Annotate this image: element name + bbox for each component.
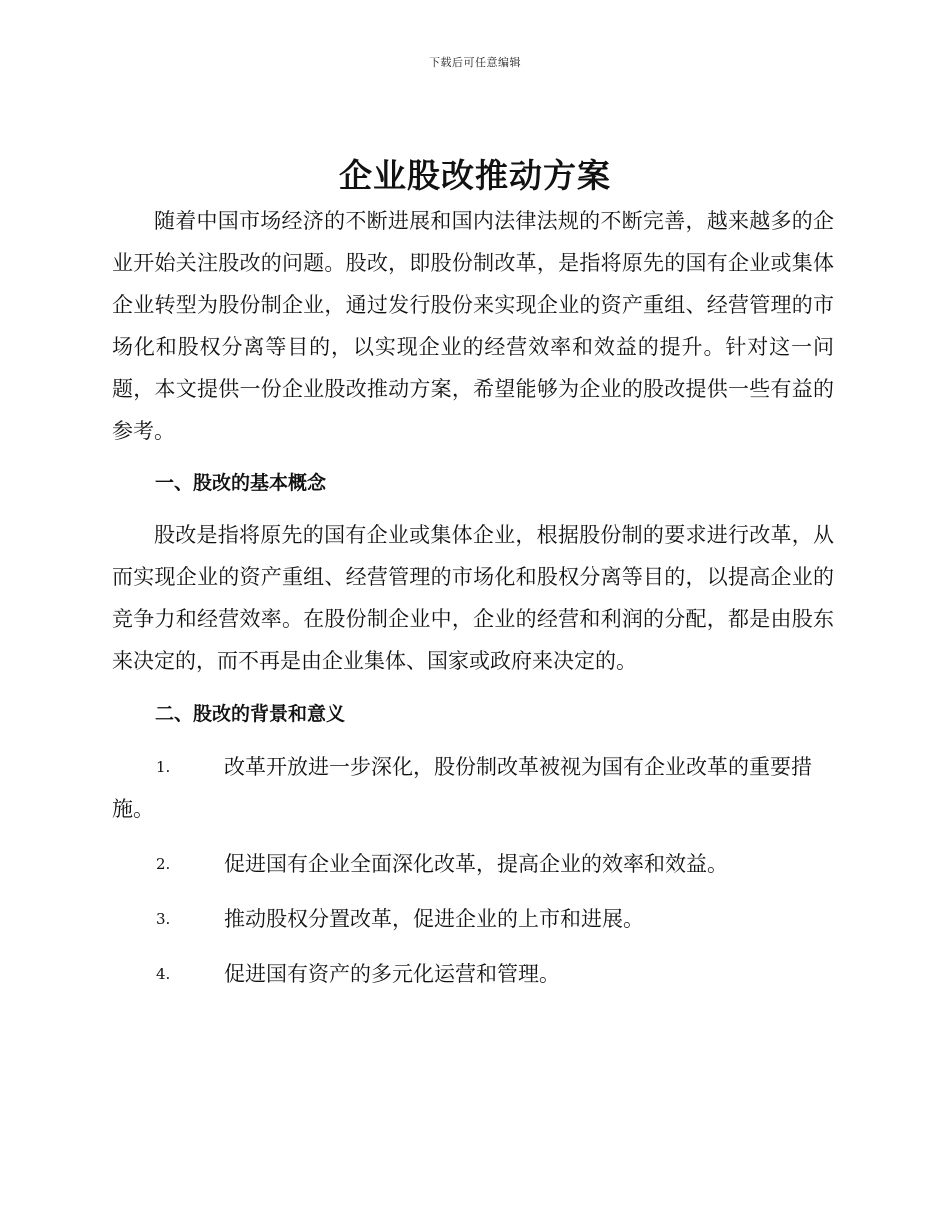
list-item-text: 改革开放进一步深化，股份制改革被视为国有企业改革的重要措施。 — [112, 755, 812, 821]
section-heading-background: 二、股改的背景和意义 — [155, 703, 346, 725]
document-body — [112, 200, 834, 1008]
list-item-text: 促进国有资产的多元化运营和管理。 — [224, 962, 560, 986]
document-title: 企业股改推动方案 — [339, 156, 611, 195]
list-item-number: 4. — [156, 965, 171, 983]
section-heading-concept: 一、股改的基本概念 — [155, 472, 327, 494]
background-list — [112, 746, 834, 995]
list-item — [112, 953, 834, 995]
section-concept-paragraph: 股改是指将原先的国有企业或集体企业，根据股份制的要求进行改革，从而实现企业的资产重组、经营管理的市场化和股权分离等目的，以提高企业的竞争力和经营效率。在股份制企业中，企业的经营和利润的分配，都是由股东来决定的，而不再是由企业集体、国家或政府来决定的。 — [112, 523, 834, 673]
list-item-number: 3. — [156, 910, 171, 928]
list-item-text: 促进国有企业全面深化改革，提高企业的效率和效益。 — [224, 852, 728, 876]
list-item-number: 1. — [156, 758, 171, 776]
list-item — [112, 843, 834, 885]
page-header-note: 下载后可任意编辑 — [429, 56, 521, 69]
list-item-text: 推动股权分置改革，促进企业的上市和进展。 — [224, 907, 644, 931]
intro-paragraph: 随着中国市场经济的不断进展和国内法律法规的不断完善，越来越多的企业开始关注股改的问题。股改，即股份制改革，是指将原先的国有企业或集体企业转型为股份制企业，通过发行股份来实现企业的资产重组、经营管理的市场化和股权分离等目的，以实现企业的经营效率和效益的提升。针对这一问题，本文提供一份企业股改推动方案，希望能够为企业的股改提供一些有益的参考。 — [112, 209, 834, 443]
list-item-number: 2. — [156, 855, 171, 873]
list-item — [112, 746, 834, 830]
list-item — [112, 898, 834, 940]
